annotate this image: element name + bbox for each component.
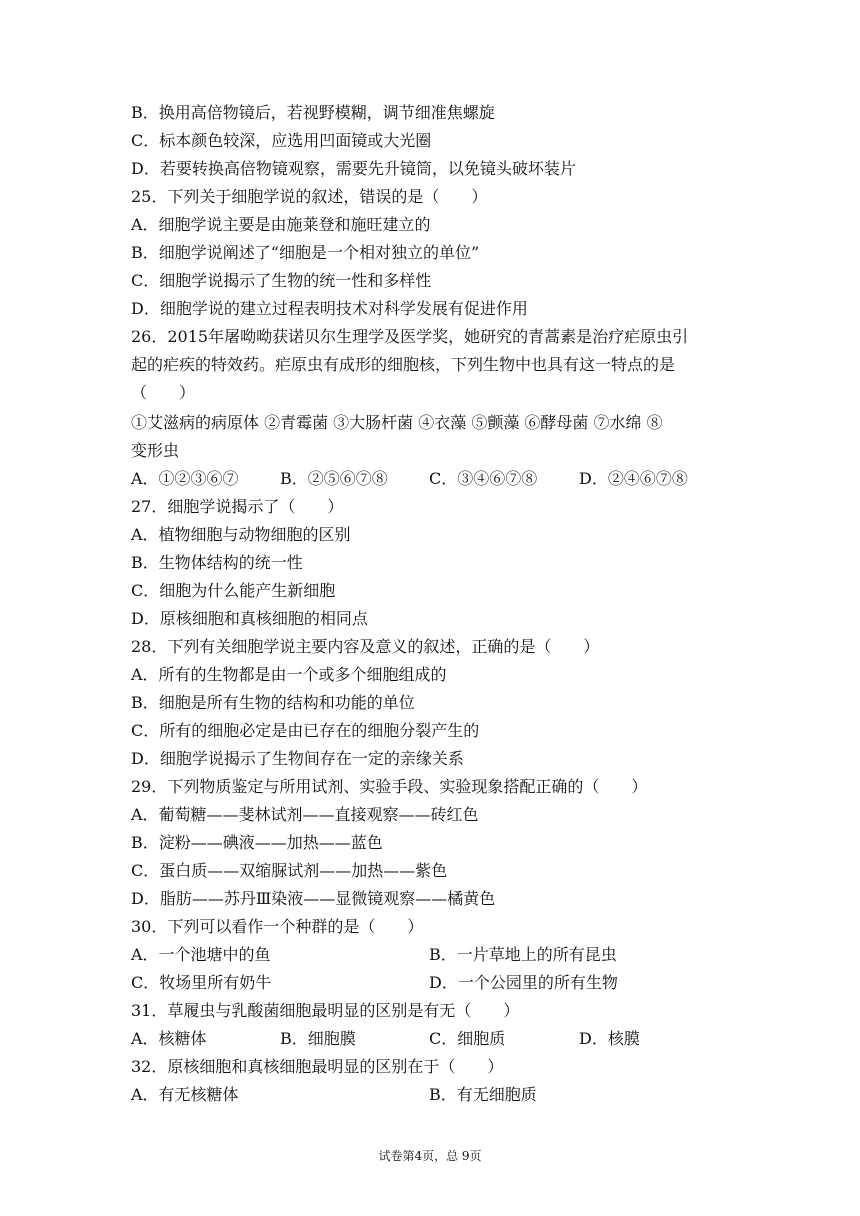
q30-option-d: D．一个公园里的所有生物 xyxy=(429,973,618,992)
q28-option-d: D．细胞学说揭示了生物间存在一定的亲缘关系 xyxy=(131,749,464,768)
q26-option-b: B．②⑤⑥⑦⑧ xyxy=(280,469,388,488)
q30-option-b: B．一片草地上的所有昆虫 xyxy=(429,945,617,964)
q26-option-c: C．③④⑥⑦⑧ xyxy=(429,469,538,488)
q32-stem: 32．原核细胞和真核细胞最明显的区别在于（ ） xyxy=(131,1057,504,1076)
q24-option-c: C．标本颜色较深，应选用凹面镜或大光圈 xyxy=(131,131,432,150)
q25-option-d: D．细胞学说的建立过程表明技术对科学发展有促进作用 xyxy=(131,299,528,318)
q27-option-a: A．植物细胞与动物细胞的区别 xyxy=(131,525,351,544)
q30-option-c: C．牧场里所有奶牛 xyxy=(131,973,272,992)
q28-option-a: A．所有的生物都是由一个或多个细胞组成的 xyxy=(131,665,447,684)
q26-items-line1: ①艾滋病的病原体 ②青霉菌 ③大肠杆菌 ④衣藻 ⑤颤藻 ⑥酵母菌 ⑦水绵 ⑧ xyxy=(131,413,663,432)
q26-stem-line3: （ ） xyxy=(131,383,196,402)
q29-option-a: A．葡萄糖——斐林试剂——直接观察——砖红色 xyxy=(131,805,479,824)
q25-option-c: C．细胞学说揭示了生物的统一性和多样性 xyxy=(131,271,432,290)
q26-option-a: A．①②③⑥⑦ xyxy=(131,469,239,488)
q31-stem: 31．草履虫与乳酸菌细胞最明显的区别是有无（ ） xyxy=(131,1001,520,1020)
q32-option-b: B．有无细胞质 xyxy=(429,1085,537,1104)
q29-stem: 29．下列物质鉴定与所用试剂、实验手段、实验现象搭配正确的（ ） xyxy=(131,777,648,796)
q25-stem: 25．下列关于细胞学说的叙述，错误的是（ ） xyxy=(131,187,488,206)
q24-option-d: D．若要转换高倍物镜观察，需要先升镜筒，以免镜头破坏装片 xyxy=(131,159,576,178)
q31-option-a: A．核糖体 xyxy=(131,1029,207,1048)
q27-option-b: B．生物体结构的统一性 xyxy=(131,553,303,572)
q29-option-b: B．淀粉——碘液——加热——蓝色 xyxy=(131,833,383,852)
q31-option-b: B．细胞膜 xyxy=(280,1029,356,1048)
q28-option-c: C．所有的细胞必定是由已存在的细胞分裂产生的 xyxy=(131,721,480,740)
q28-stem: 28．下列有关细胞学说主要内容及意义的叙述，正确的是（ ） xyxy=(131,637,600,656)
q32-option-a: A．有无核糖体 xyxy=(131,1085,239,1104)
q24-option-b: B．换用高倍物镜后，若视野模糊，调节细准焦螺旋 xyxy=(131,103,495,122)
q26-stem-line2: 起的疟疾的特效药。疟原虫有成形的细胞核，下列生物中也具有这一特点的是 xyxy=(131,355,676,374)
q25-option-a: A．细胞学说主要是由施莱登和施旺建立的 xyxy=(131,215,431,234)
q31-option-c: C．细胞质 xyxy=(429,1029,506,1048)
q26-stem-line1: 26．2015年屠呦呦获诺贝尔生理学及医学奖，她研究的青蒿素是治疗疟原虫引 xyxy=(131,327,689,346)
q25-option-b: B．细胞学说阐述了“细胞是一个相对独立的单位” xyxy=(131,243,480,262)
q26-items-line2: 变形虫 xyxy=(131,441,180,460)
q29-option-d: D．脂肪——苏丹Ⅲ染液——显微镜观察——橘黄色 xyxy=(131,889,496,908)
q31-option-d: D．核膜 xyxy=(579,1029,640,1048)
q28-option-b: B．细胞是所有生物的结构和功能的单位 xyxy=(131,693,415,712)
page-footer: 试卷第4页，总 9页 xyxy=(378,1149,482,1163)
q29-option-c: C．蛋白质——双缩脲试剂——加热——紫色 xyxy=(131,861,448,880)
q27-option-c: C．细胞为什么能产生新细胞 xyxy=(131,581,336,600)
q30-stem: 30．下列可以看作一个种群的是（ ） xyxy=(131,917,424,936)
q27-option-d: D．原核细胞和真核细胞的相同点 xyxy=(131,609,368,628)
q26-option-d: D．②④⑥⑦⑧ xyxy=(579,469,688,488)
q30-option-a: A．一个池塘中的鱼 xyxy=(131,945,271,964)
q27-stem: 27．细胞学说揭示了（ ） xyxy=(131,497,344,516)
